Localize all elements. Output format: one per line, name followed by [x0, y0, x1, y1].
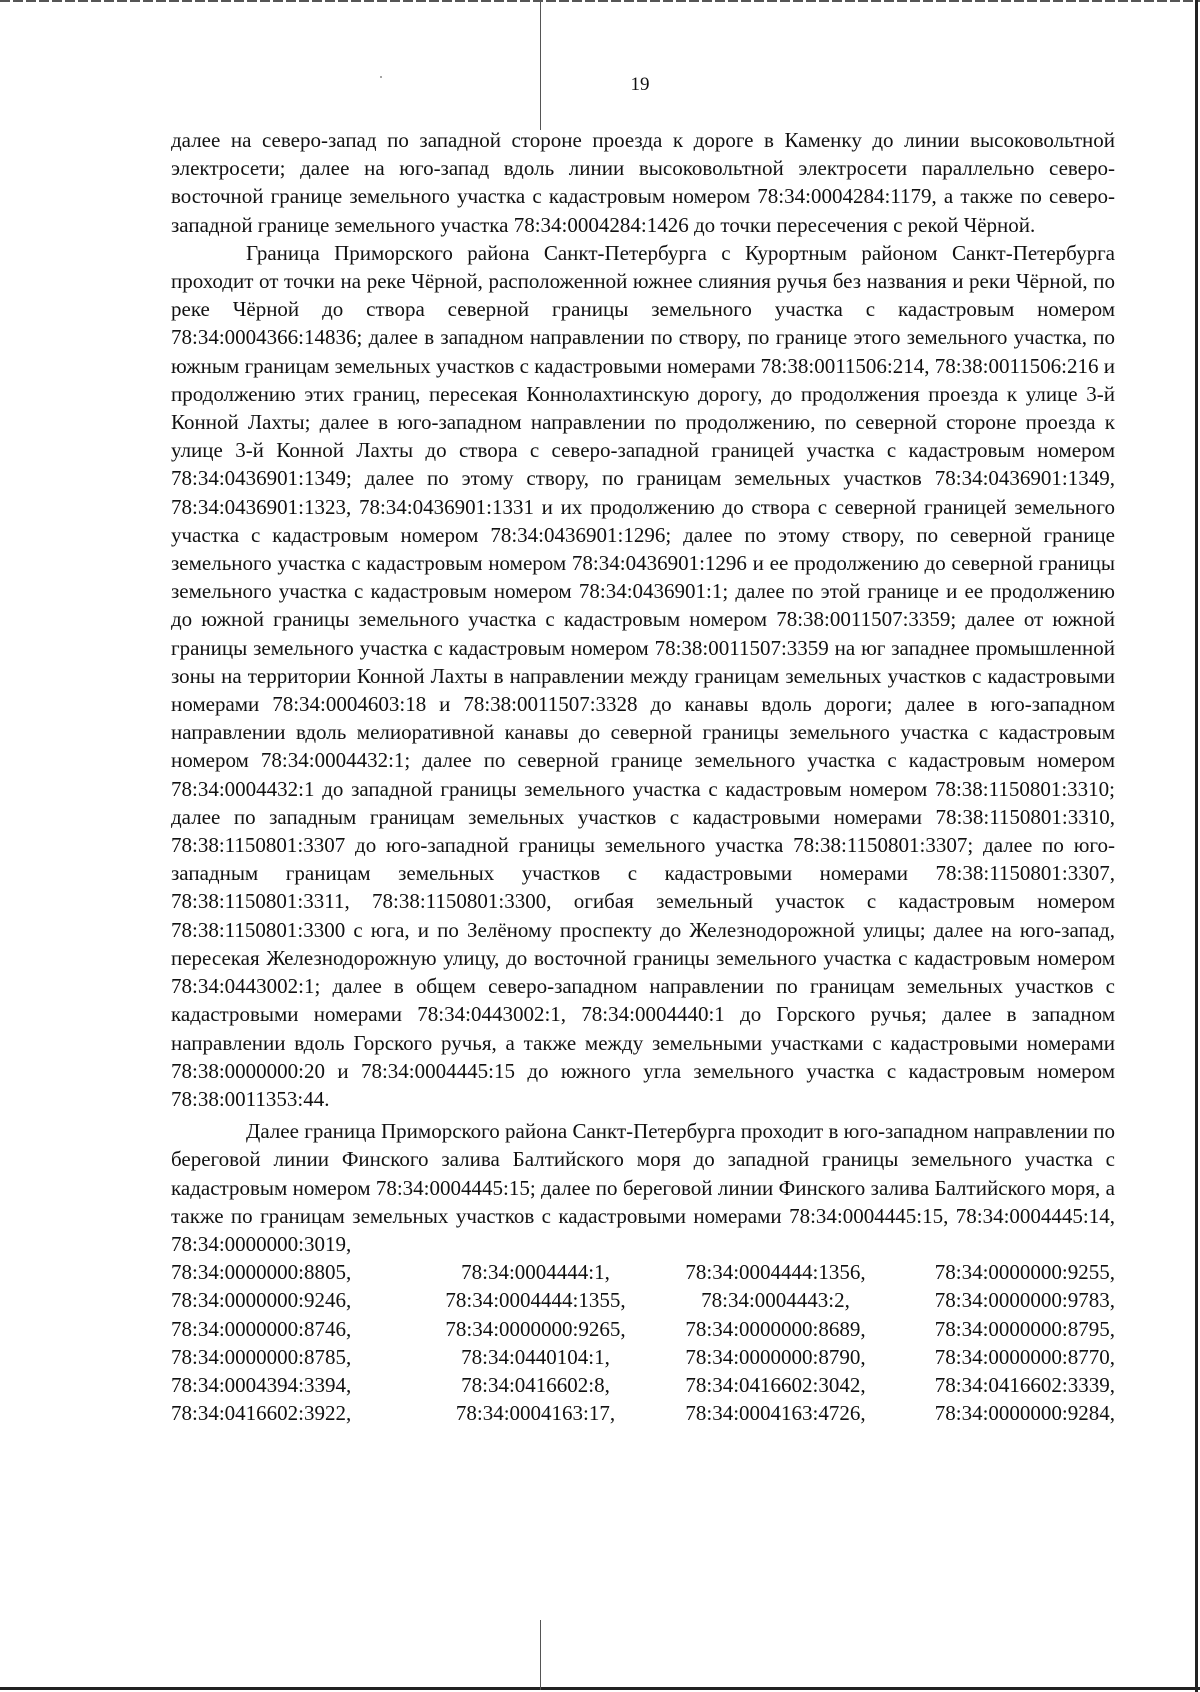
- cadastral-number: 78:34:0000000:8790,: [685, 1344, 866, 1369]
- cadastral-number: 78:34:0004443:2,: [701, 1288, 850, 1313]
- cadastral-number: 78:34:0440104:1,: [461, 1344, 610, 1369]
- cadastral-number: 78:34:0000000:8689,: [685, 1316, 866, 1341]
- document-body: [171, 126, 1115, 1427]
- page-number: 19: [630, 74, 650, 95]
- paragraph: Граница Приморского района Санкт-Петербурга с Курортным районом Санкт-Петербурга проходит от точки на реке Чёрной, расположенной южнее слияния ручья без названия и реки Чёрной, по реке Чёрной до створа северной границы земельного участка с кадастровым номером 78:34:0004366:14836; далее в западном направлении по створу, по границе этого земельного участка, по южным границам земельных участков с кадастровыми номерами 78:38:0011506:214, 78:38:0011506:216 и продолжению этих границ, пересекая Коннолахтинскую дорогу, до продолжения проезда к улице 3-й Конной Лахты; далее в юго-западном направлении по продолжению, по северной стороне проезда к улице 3-й Конной Лахты до створа с северо-западной границей участка с кадастровым номером 78:34:0436901:1349; далее по этому створу, по границам земельных участков 78:34:0436901:1349, 78:34:0436901:1323, 78:34:0436901:1331 и их продолжению до створа с северной границей земельного участка с кадастровым номером 78:34:0436901:1296; далее по этому створу, по северной границе земельного участка с кадастровым номером 78:34:0436901:1296 и ее продолжению до северной границы земельного участка с кадастровым номером 78:34:0436901:1; далее по этой границе и ее продолжению до южной границы земельного участка с кадастровым номером 78:38:0011507:3359; далее от южной границы земельного участка с кадастровым номером 78:38:0011507:3359 на юг западнее промышленной зоны на территории Конной Лахты в направлении между границам земельных участков с кадастровыми номерами 78:34:0004603:18 и 78:38:0011507:3328 до канавы вдоль дороги; далее в юго-западном направлении вдоль мелиоративной канавы до северной границы земельного участка с кадастровым номером 78:34:0004432:1; далее по северной границе земельного участка с кадастровым номером 78:34:0004432:1 до западной границы земельного участка с кадастровым номером 78:38:1150801:3310; далее по западным границам земельных участков с кадастровыми номерами 78:38:1150801:3310, 78:38:1150801:3307 до юго-западной границы земельного участка 78:38:1150801:3307; далее по юго-западным границам земельных участков с кадастровыми номерами 78:38:1150801:3307, 78:38:1150801:3311, 78:38:1150801:3300, огибая земельный участок с кадастровым номером 78:38:1150801:3300 с юга, и по Зелёному проспекту до Железнодорожной улицы; далее на юго-запад, пересекая Железнодорожную улицу, до восточной границы земельного участка с кадастровым номером 78:34:0443002:1; далее в общем северо-западном направлении по границам земельных участков с кадастровыми номерами 78:34:0443002:1, 78:34:0004440:1 до Горского ручья; далее в западном направлении вдоль Горского ручья, а также между земельными участками с кадастровыми номерами 78:38:0000000:20 и 78:34:0004445:15 до южного угла земельного участка с кадастровым номером 78:38:0011353:44.: [171, 240, 1115, 1111]
- cadastral-number: 78:34:0000000:8746,: [171, 1316, 352, 1341]
- cadastral-number: 78:34:0004163:4726,: [685, 1401, 866, 1426]
- cadastral-number: 78:34:0000000:8795,: [934, 1316, 1115, 1341]
- cadastral-number: 78:34:0000000:8805,: [171, 1260, 352, 1285]
- staple-fold-line: [540, 0, 541, 130]
- cadastral-number: 78:34:0416602:8,: [461, 1372, 610, 1397]
- paragraph: Далее граница Приморского района Санкт-Петербурга проходит в юго-западном направлении по береговой линии Финского залива Балтийского моря до западной границы земельного участка с кадастровым номером 78:34:0004445:15; далее по береговой линии Финского залива Балтийского моря, а также по границам земельных участков с кадастровыми номерами 78:34:0004445:15, 78:34:0004445:14, 78:34:0000000:3019,: [171, 1119, 1115, 1256]
- cadastral-number: 78:34:0000000:9265,: [445, 1316, 626, 1341]
- cadastral-number: 78:34:0000000:8770,: [934, 1344, 1115, 1369]
- cadastral-number: 78:34:0004444:1,: [461, 1260, 610, 1285]
- cadastral-number: 78:34:0416602:3042,: [685, 1372, 866, 1397]
- cadastral-number: 78:34:0004394:3394,: [171, 1372, 352, 1397]
- cadastral-number: 78:34:0416602:3922,: [171, 1401, 352, 1426]
- cadastral-number: 78:34:0004444:1355,: [445, 1288, 626, 1313]
- scan-edge-bottom: [0, 1687, 1200, 1690]
- cadastral-number: 78:34:0004444:1356,: [685, 1260, 866, 1285]
- cadastral-number: 78:34:0000000:9255,: [934, 1260, 1115, 1285]
- cadastral-number: 78:34:0000000:9284,: [934, 1401, 1115, 1426]
- cadastral-number: 78:34:0000000:9783,: [934, 1288, 1115, 1313]
- staple-fold-line: [540, 1620, 541, 1690]
- cadastral-number: 78:34:0000000:8785,: [171, 1344, 352, 1369]
- scan-edge-top: [0, 0, 1200, 2]
- cadastral-number-grid: [171, 1258, 1115, 1427]
- scan-edge-right: [1195, 0, 1198, 1692]
- cadastral-number: 78:34:0416602:3339,: [934, 1372, 1115, 1397]
- paragraph: далее на северо-запад по западной стороне проезда к дороге в Каменку до линии высоковольтной электросети; далее на юго-запад вдоль линии высоковольтной электросети параллельно северо-восточной границе земельного участка с кадастровым номером 78:34:0004284:1179, а также по северо-западной границе земельного участка 78:34:0004284:1426 до точки пересечения с рекой Чёрной.: [171, 128, 1115, 237]
- cadastral-number: 78:34:0000000:9246,: [171, 1288, 352, 1313]
- cadastral-number: 78:34:0004163:17,: [455, 1401, 616, 1426]
